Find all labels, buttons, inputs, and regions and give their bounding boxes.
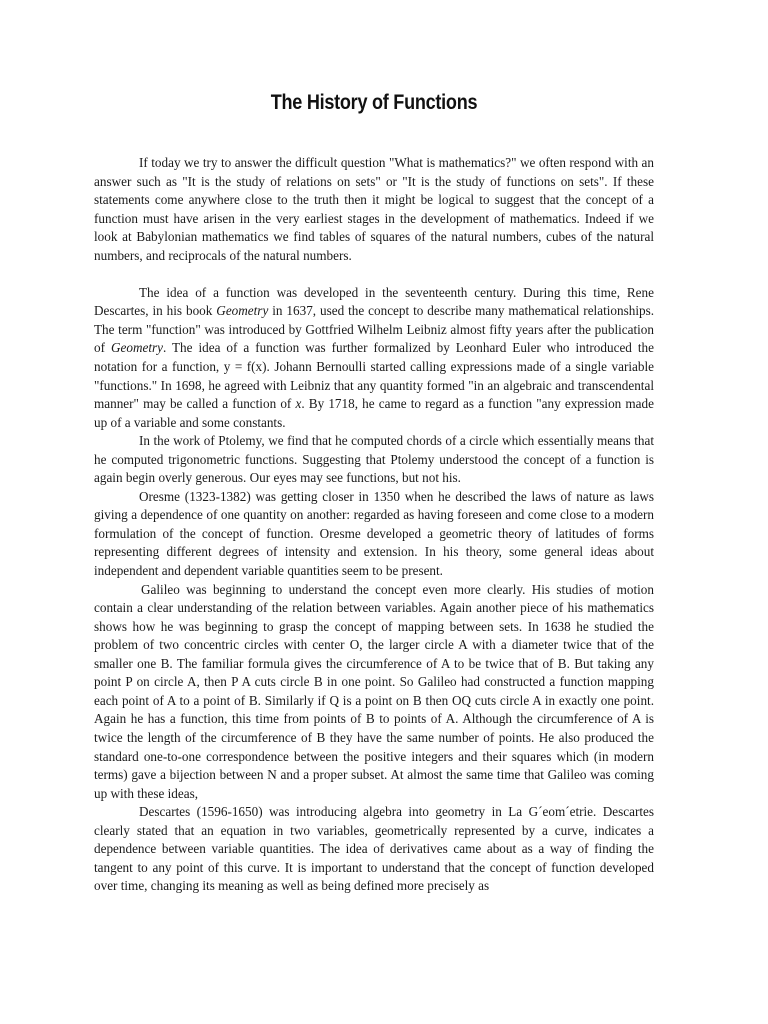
text-segment: Oresme (1323-1382) was getting closer in 1350 when he described the laws of nature as laws giving a dependence of one quantity on another: regarded as having foreseen and come close to a modern formulation of the concept of function. Oresme developed a geometric theory of latitudes of forms representing different degrees of intensity and extension. In his theory, some general ideas about independent and dependent variable quantities seem to be present.: [94, 488, 654, 579]
text-segment: in 1637, used the concept to describe many mathematical relationships. The term "function" was introduced by Gottfried Wilhelm Leibniz almost fifty years after the publication of: [94, 303, 655, 356]
text-segment: . By 1718, he came to regard as a function "any expression made up of a variable and some constants.: [94, 396, 654, 430]
paragraph-galileo: [94, 581, 654, 804]
italic-text: Geometry: [110, 340, 163, 356]
paragraph-seventeenth-century: [94, 284, 654, 432]
paragraph-intro: [94, 154, 654, 265]
text-segment: Descartes (1596-1650) was introducing algebra into geometry in La G´eom´etrie. Descartes clearly stated that an equation in two variables, geometrically represented by a curve, indicates a dependence between variable quantities. The idea of derivatives came about as a way of finding the tangent to any point of this curve. It is important to understand that the concept of function developed over time, changing its meaning as well as being defined more precisely as: [94, 804, 654, 894]
text-segment: Galileo was beginning to understand the concept even more clearly. His studies of motion contain a clear understanding of the relation between variables. Again another piece of his mathematics shows how he was beginning to grasp the concept of mapping between sets. In 1638 he studied the problem of two concentric circles with center O, the larger circle A with a diameter twice that of the smaller one B. The familiar formula gives the circumference of A to be twice that of B. But taking any point P on circle A, then P A cuts circle B in one point. So Galileo had constructed a function mapping each point of A to a point of B. Similarly if Q is a point on B then OQ cuts circle A in exactly one point. Again he has a function, this time from points of B to points of A. Although the circumference of A is twice the length of the circumference of B they have the same number of points. He also produced the standard one-to-one correspondence between the positive integers and their squares which (in modern terms) gave a bijection between N and a proper subset. At almost the same time that Galileo was coming up with these ideas,: [94, 581, 654, 801]
paragraph-descartes: [94, 803, 654, 896]
italic-text: Geometry: [216, 303, 269, 319]
italic-text: x: [295, 396, 302, 412]
document-page: [94, 0, 654, 1024]
text-segment: In the work of Ptolemy, we find that he computed chords of a circle which essentially means that he computed trigonometric functions. Suggesting that Ptolemy understood the concept of a function is again begin overly generous. Our eyes may see functions, but not his.: [94, 433, 654, 486]
paragraph-ptolemy: [94, 432, 654, 488]
page-title: The History of Functions: [270, 91, 478, 114]
text-segment: If today we try to answer the difficult question "What is mathematics?" we often respond with an answer such as "It is the study of relations on sets" or "It is the study of functions on sets". If these statements come anywhere close to the truth then it might be logical to suggest that the concept of a function must have arisen in the very earliest stages in the development of mathematics. Indeed if we look at Babylonian mathematics we find tables of squares of the natural numbers, cubes of the natural numbers, and reciprocals of the natural numbers.: [94, 155, 654, 263]
text-segment: . The idea of a function was further formalized by Leonhard Euler who introduced the notation for a function, y = f(x). Johann Bernoulli started calling expressions made of a single variable "functions." In 1698, he agreed with Leibniz that any quantity formed "in an algebraic and transcendental manner" may be called a function of: [94, 340, 654, 412]
paragraph-oresme: [94, 488, 654, 581]
text-segment: The idea of a function was developed in the seventeenth century. During this time, Rene Descartes, in his book: [94, 284, 654, 319]
document-body: [94, 154, 654, 896]
